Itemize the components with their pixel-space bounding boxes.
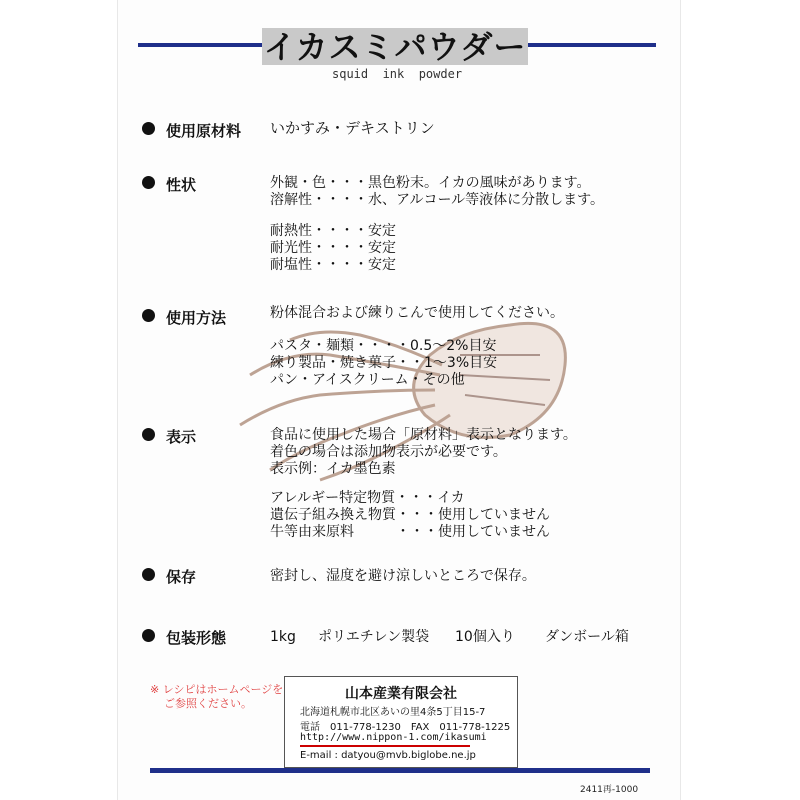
labeling-label: 表示 [166,428,197,446]
url-underline [300,745,470,747]
document-code: 2411再-1000 [580,785,639,795]
packaging-label: 包装形態 [166,629,227,647]
bullet-icon [142,122,155,135]
ingredients-label: 使用原材料 [166,122,242,140]
packaging-box: ダンボール箱 [545,629,629,645]
packaging-bag: ポリエチレン製袋 [318,629,430,645]
recipe-note-line: ※ レシピはホームページを [150,683,284,696]
usage-line: パスタ・麺類・・・・0.5～2%目安 [270,338,497,354]
labeling-line: アレルギー特定物質・・・イカ [270,490,465,506]
bullet-icon [142,629,155,642]
properties-label: 性状 [166,176,197,194]
company-phone: 電話 011-778-1230 FAX 011-778-1225 [300,722,511,733]
properties-line: 耐塩性・・・・安定 [270,257,396,273]
labeling-line: 表示例：イカ墨色素 [270,461,396,477]
storage-label: 保存 [166,568,197,586]
company-info-box [284,676,518,768]
company-url-link[interactable]: http://www.nippon-1.com/ikasumi [300,732,487,743]
labeling-line: 食品に使用した場合「原材料」表示となります。 [270,427,577,443]
labeling-line: 遺伝子組み換え物質・・・使用していません [270,507,550,523]
properties-line: 外観・色・・・黒色粉末。イカの風味があります。 [270,175,591,191]
bottom-rule [150,768,650,773]
usage-line: パン・アイスクリーム・その他 [270,372,465,388]
properties-line: 耐熱性・・・・安定 [270,223,396,239]
bullet-icon [142,176,155,189]
company-name: 山本産業有限会社 [345,686,457,702]
bullet-icon [142,568,155,581]
usage-line: 粉体混合および練りこんで使用してください。 [270,305,564,321]
title-rule-left [138,43,264,47]
document-title: イカスミパウダー [263,27,527,66]
ingredients-value: いかすみ・デキストリン [270,119,435,137]
usage-label: 使用方法 [166,309,227,327]
title-box [262,28,528,65]
company-address: 北海道札幌市北区あいの里4条5丁目15-7 [300,707,486,718]
properties-line: 溶解性・・・・水、アルコール等液体に分散します。 [270,192,605,208]
usage-line: 練り製品・焼き菓子・・1～3%目安 [270,355,498,371]
company-email-link[interactable]: E-mail : datyou@mvb.biglobe.ne.jp [300,750,476,761]
bullet-icon [142,309,155,322]
properties-line: 耐光性・・・・安定 [270,240,396,256]
labeling-line: 牛等由来原料 ・・・使用していません [270,524,550,540]
bullet-icon [142,428,155,441]
packaging-weight: 1kg [270,629,296,645]
storage-value: 密封し、湿度を避け涼しいところで保存。 [270,568,536,584]
document-subtitle: squid ink powder [332,67,463,81]
recipe-note-line: ご参照ください。 [164,697,252,710]
title-rule-right [526,43,656,47]
recipe-note [150,683,283,711]
labeling-line: 着色の場合は添加物表示が必要です。 [270,444,507,460]
packaging-count: 10個入り [455,629,515,645]
